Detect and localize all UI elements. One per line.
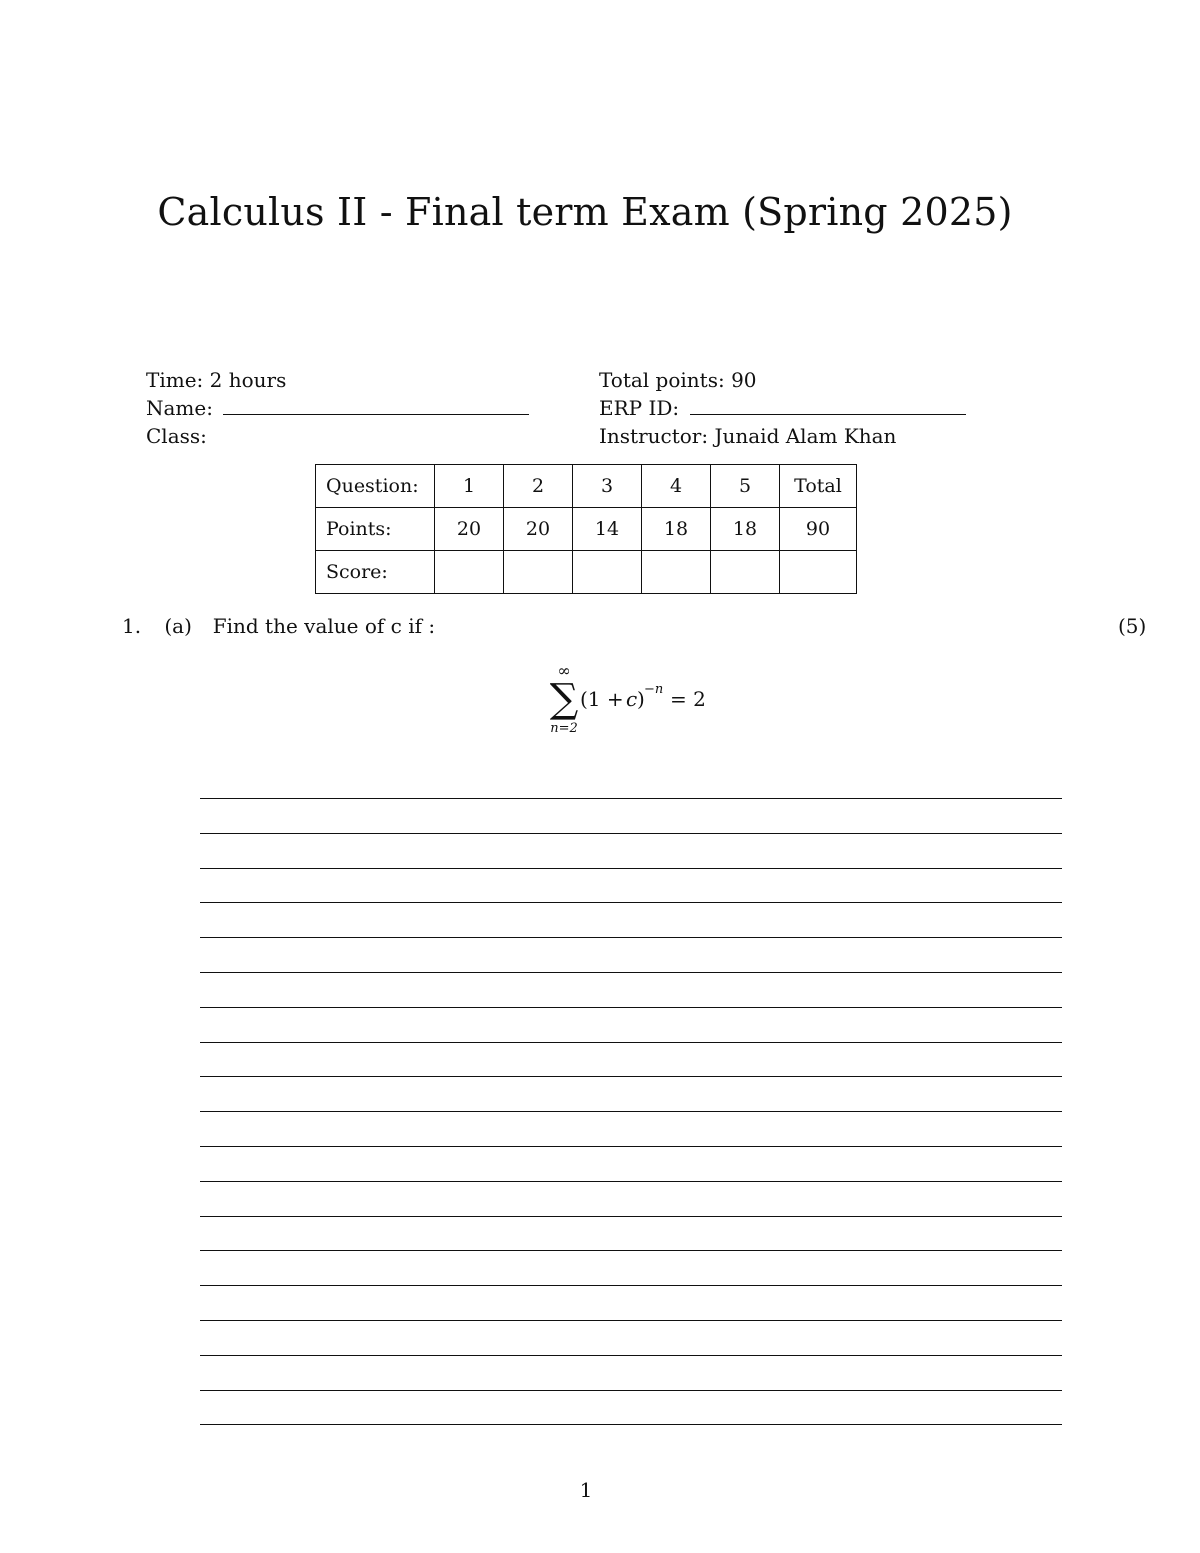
sum-upper-limit: ∞ (557, 662, 571, 680)
answer-line[interactable] (200, 1355, 1062, 1356)
score-cell-1[interactable] (435, 551, 504, 594)
question-col-2: 2 (504, 465, 573, 508)
score-cell-2[interactable] (504, 551, 573, 594)
exam-title: Calculus II - Final term Exam (Spring 2025) (157, 190, 1013, 234)
answer-line[interactable] (200, 833, 1062, 834)
time-row (146, 366, 529, 394)
answer-line[interactable] (200, 1250, 1062, 1251)
answer-line[interactable] (200, 902, 1062, 903)
info-left-column (146, 366, 529, 450)
answer-lines[interactable] (200, 798, 1062, 1459)
question-part: (a) (164, 614, 192, 638)
question-text: Find the value of c if : (212, 614, 436, 638)
score-cell-5[interactable] (711, 551, 780, 594)
formula-exponent: −n (644, 682, 664, 697)
erp-label: ERP ID: (599, 396, 680, 420)
score-row-label: Score: (316, 551, 435, 594)
score-cell-3[interactable] (573, 551, 642, 594)
answer-line[interactable] (200, 1285, 1062, 1286)
question-col-4: 4 (642, 465, 711, 508)
points-cell-2: 20 (504, 508, 573, 551)
time-value: 2 hours (209, 368, 287, 392)
points-cell-3: 14 (573, 508, 642, 551)
sigma-symbol: ∑ (549, 676, 579, 722)
time-label: Time: (146, 368, 204, 392)
erp-blank-line[interactable] (690, 398, 966, 415)
answer-line[interactable] (200, 937, 1062, 938)
question-col-5: 5 (711, 465, 780, 508)
formula-base-close: ) (637, 687, 645, 711)
name-blank-line[interactable] (223, 398, 529, 415)
points-cell-5: 18 (711, 508, 780, 551)
info-right-column (599, 366, 966, 450)
question-number: 1. (122, 614, 142, 638)
page-number: 1 (579, 1478, 593, 1502)
answer-line[interactable] (200, 1111, 1062, 1112)
points-cell-total: 90 (780, 508, 857, 551)
answer-line[interactable] (200, 798, 1062, 799)
points-row-label: Points: (316, 508, 435, 551)
points-cell-4: 18 (642, 508, 711, 551)
answer-line[interactable] (200, 868, 1062, 869)
name-row (146, 394, 529, 422)
answer-line[interactable] (200, 1181, 1062, 1182)
total-points-label: Total points: (599, 368, 725, 392)
class-row (146, 422, 529, 450)
question-row (316, 465, 857, 508)
total-points-value: 90 (731, 368, 757, 392)
answer-line[interactable] (200, 1320, 1062, 1321)
score-cell-total[interactable] (780, 551, 857, 594)
answer-line[interactable] (200, 1146, 1062, 1147)
question-1-prompt (122, 614, 435, 638)
erp-row (599, 394, 966, 422)
answer-line[interactable] (200, 972, 1062, 973)
question-row-label: Question: (316, 465, 435, 508)
question-points: (5) (1118, 614, 1147, 638)
answer-line[interactable] (200, 1390, 1062, 1391)
answer-line[interactable] (200, 1216, 1062, 1217)
answer-line[interactable] (200, 1042, 1062, 1043)
instructor-row (599, 422, 966, 450)
points-row (316, 508, 857, 551)
formula-variable: c (626, 687, 638, 711)
question-col-total: Total (780, 465, 857, 508)
answer-line[interactable] (200, 1007, 1062, 1008)
instructor-label: Instructor: (599, 424, 709, 448)
answer-line[interactable] (200, 1424, 1062, 1425)
class-label: Class: (146, 424, 207, 448)
formula-rhs: = 2 (670, 687, 706, 711)
question-col-3: 3 (573, 465, 642, 508)
score-cell-4[interactable] (642, 551, 711, 594)
name-label: Name: (146, 396, 213, 420)
score-row (316, 551, 857, 594)
question-col-1: 1 (435, 465, 504, 508)
instructor-value: Junaid Alam Khan (714, 424, 897, 448)
points-cell-1: 20 (435, 508, 504, 551)
total-points-row (599, 366, 966, 394)
formula-base-open: (1 + (580, 687, 624, 711)
answer-line[interactable] (200, 1076, 1062, 1077)
grade-table (315, 464, 857, 594)
series-formula (540, 662, 740, 742)
sum-lower-limit: n=2 (550, 721, 578, 736)
